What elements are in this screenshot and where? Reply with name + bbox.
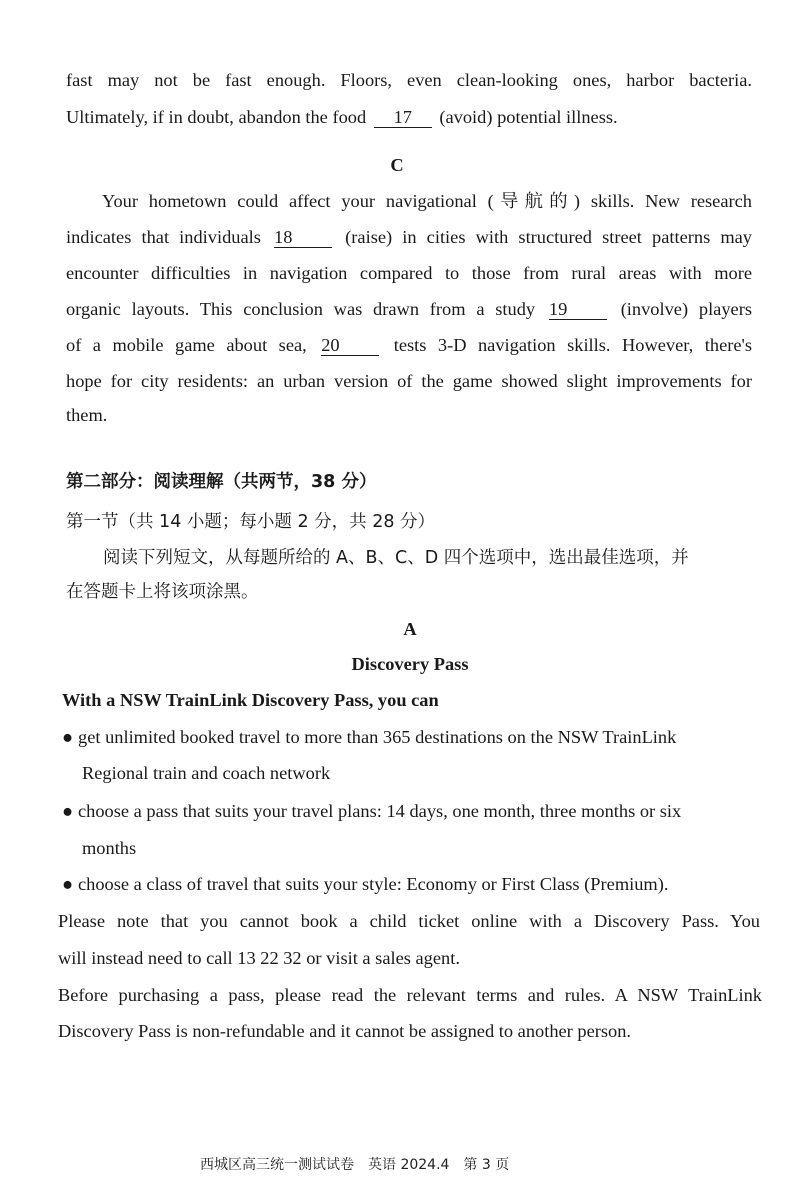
text-segment: (involve) players [620, 299, 752, 319]
blank-19: 19 [549, 300, 607, 320]
text-segment: get unlimited booked travel to more than 365 destinations on the NSW TrainLink [78, 727, 677, 747]
blank-18: 18 [274, 228, 332, 248]
passage-c-line-6: hope for city residents: an urban version of the game showed slight improvements for [66, 371, 752, 391]
terms-line-2: Discovery Pass is non-refundable and it cannot be assigned to another person. [58, 1021, 632, 1041]
bullet-1-line-2: Regional train and coach network [82, 763, 331, 783]
passage-b-line-1: fast may not be fast enough. Floors, even clean-looking ones, harbor bacteria. [66, 70, 752, 90]
instructions-line-1: 阅读下列短文，从每题所给的 A、B、C、D 四个选项中，选出最佳选项，并 [103, 548, 689, 568]
text-segment: tests 3-D navigation skills. However, there's [393, 335, 752, 355]
terms-line-1: Before purchasing a pass, please read the relevant terms and rules. A NSW TrainLink [58, 985, 762, 1005]
bullet-3 [62, 872, 668, 896]
passage-b-line-2 [66, 105, 618, 129]
bullet-dot-icon: ● [62, 727, 74, 747]
text-segment: of a mobile game about sea, [66, 335, 307, 355]
passage-a-title: Discovery Pass [351, 654, 469, 674]
bullet-dot-icon: ● [62, 874, 74, 894]
passage-c-heading: C [390, 155, 404, 175]
passage-c-line-4 [66, 297, 752, 321]
blank-20: 20 [321, 336, 379, 356]
section-1-title: 第一节（共 14 小题；每小题 2 分，共 28 分） [66, 512, 436, 532]
text-segment: choose a pass that suits your travel plans: 14 days, one month, three months or six [78, 801, 682, 821]
passage-c-line-3: encounter difficulties in navigation compared to those from rural areas with more [66, 263, 752, 283]
page-footer: 西城区高三统一测试试卷 英语 2024.4 第 3 页 [200, 1157, 510, 1173]
passage-c-line-2 [66, 225, 752, 249]
instructions-line-2: 在答题卡上将该项涂黑。 [66, 582, 259, 602]
note-line-1: Please note that you cannot book a child ticket online with a Discovery Pass. You [58, 911, 760, 931]
bullet-dot-icon: ● [62, 801, 74, 821]
text-segment: choose a class of travel that suits your style: Economy or First Class (Premium). [78, 874, 669, 894]
part-2-title: 第二部分：阅读理解（共两节，38 分） [66, 472, 377, 492]
note-line-2: will instead need to call 13 22 32 or visit a sales agent. [58, 948, 460, 968]
passage-c-line-7: them. [66, 405, 108, 425]
passage-a-heading: A [403, 619, 417, 639]
text-segment: indicates that individuals [66, 227, 261, 247]
bullet-2-line-1 [62, 799, 681, 823]
blank-17: 17 [374, 108, 432, 128]
passage-c-line-5 [66, 333, 752, 357]
passage-c-line-1: Your hometown could affect your navigational (导航的) skills. New research [102, 191, 752, 211]
bullet-2-line-2: months [82, 838, 137, 858]
text-segment: Ultimately, if in doubt, abandon the food [66, 107, 367, 127]
text-segment: (raise) in cities with structured street patterns may [345, 227, 752, 247]
passage-a-intro: With a NSW TrainLink Discovery Pass, you can [62, 690, 439, 710]
text-segment: (avoid) potential illness. [439, 107, 618, 127]
bullet-1-line-1 [62, 725, 676, 749]
text-segment: organic layouts. This conclusion was drawn from a study [66, 299, 536, 319]
